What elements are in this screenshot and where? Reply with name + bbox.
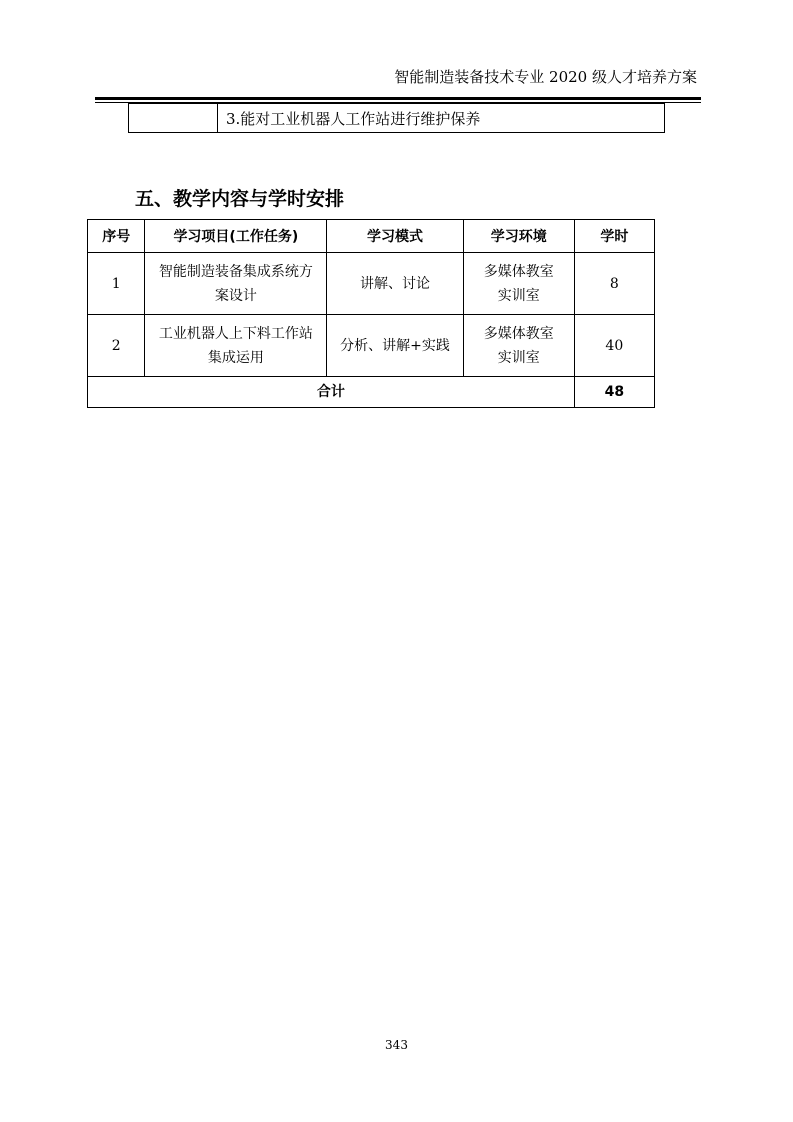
schedule-table <box>87 219 655 408</box>
continued-table <box>128 103 665 133</box>
column-header: 学习模式 <box>327 220 464 253</box>
environment-line: 实训室 <box>497 349 540 366</box>
table-cell <box>129 104 218 133</box>
environment-cell <box>463 253 574 315</box>
environment-cell <box>463 315 574 377</box>
table-row <box>88 253 655 315</box>
project-cell <box>145 253 327 315</box>
hours-cell: 8 <box>574 253 654 315</box>
column-header: 序号 <box>88 220 145 253</box>
table-cell: 3.能对工业机器人工作站进行维护保养 <box>218 104 665 133</box>
hours-cell: 40 <box>574 315 654 377</box>
project-name: 智能制造装备集成系统方案设计 <box>158 263 313 304</box>
total-label: 合计 <box>88 377 575 408</box>
mode-cell: 讲解、讨论 <box>327 253 464 315</box>
table-row <box>129 104 665 133</box>
environment-line: 多媒体教室 <box>483 263 554 280</box>
project-name: 工业机器人上下料工作站集成运用 <box>158 325 313 366</box>
page-number: 343 <box>385 1038 408 1052</box>
environment-line: 实训室 <box>497 287 540 304</box>
environment-line: 多媒体教室 <box>483 325 554 342</box>
project-cell <box>145 315 327 377</box>
column-header: 学时 <box>574 220 654 253</box>
row-number: 1 <box>88 253 145 315</box>
mode-cell: 分析、讲解+实践 <box>327 315 464 377</box>
table-row <box>88 315 655 377</box>
total-row <box>88 377 655 408</box>
header-rule-thick <box>95 97 701 100</box>
section-heading: 五、教学内容与学时安排 <box>135 188 345 210</box>
row-number: 2 <box>88 315 145 377</box>
total-hours: 48 <box>574 377 654 408</box>
column-header: 学习项目(工作任务) <box>145 220 327 253</box>
running-header: 智能制造装备技术专业 2020 级人才培养方案 <box>394 68 697 86</box>
column-header: 学习环境 <box>463 220 574 253</box>
table-header-row <box>88 220 655 253</box>
